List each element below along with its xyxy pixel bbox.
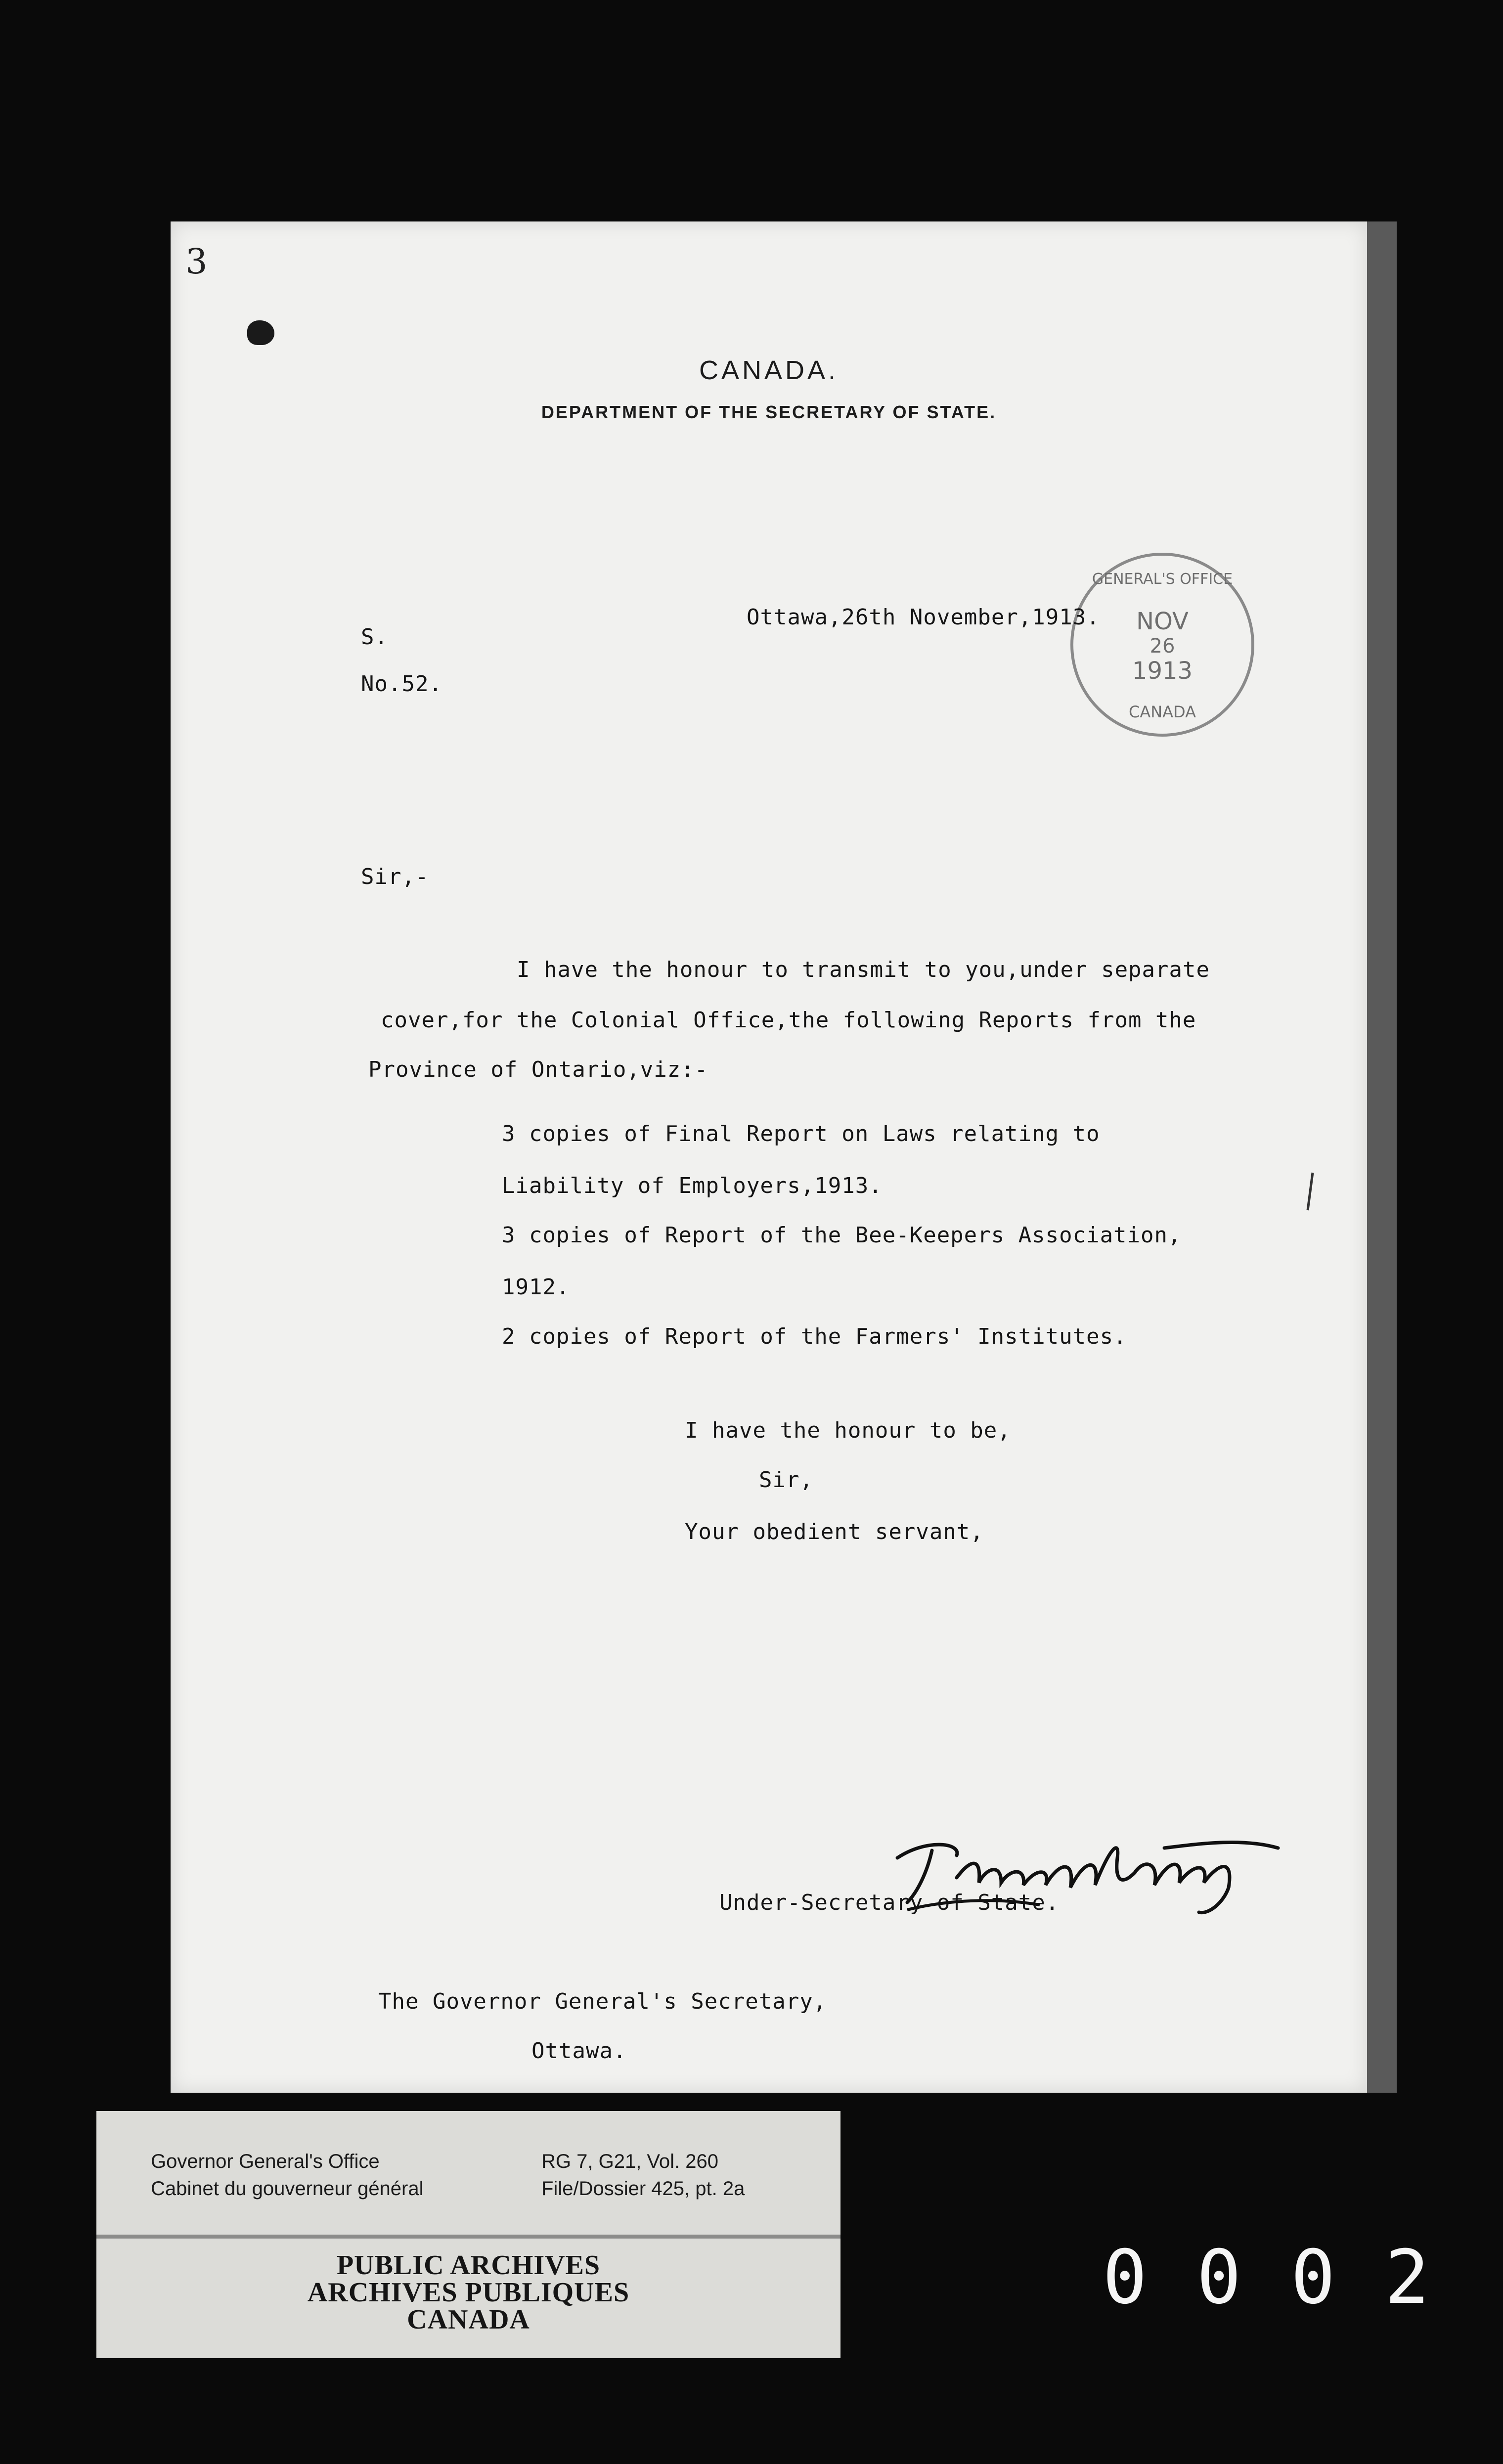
- addressee-line: The Governor General's Secretary,: [378, 1989, 827, 2014]
- stamp-ring-top: GENERAL'S OFFICE: [1092, 571, 1233, 588]
- reference-s: S.: [361, 624, 388, 650]
- body-line: I have the honour to transmit to you,under separate: [517, 957, 1210, 982]
- frame-number: 0002: [1103, 2235, 1479, 2321]
- enclosure-item: Liability of Employers,1913.: [502, 1173, 883, 1198]
- archive-name-fr: ARCHIVES PUBLIQUES: [307, 2277, 630, 2308]
- enclosure-item: 2 copies of Report of the Farmers' Institutes.: [502, 1324, 1127, 1349]
- stamp-ring-bottom: CANADA: [1128, 703, 1196, 721]
- closing-line: Your obedient servant,: [685, 1519, 984, 1544]
- corner-mark: 3: [185, 241, 208, 282]
- punch-hole-mark: [247, 320, 274, 345]
- archive-office-fr: Cabinet du gouverneur général: [151, 2178, 424, 2200]
- signature-flourish: [907, 1895, 1041, 1915]
- place-date: Ottawa,26th November,1913.: [747, 605, 1100, 630]
- archive-reference: RG 7, G21, Vol. 260: [541, 2151, 718, 2172]
- paper-edge-shadow: [1367, 221, 1397, 2093]
- stamp-year: 1913: [1132, 657, 1193, 685]
- letterhead-department: DEPARTMENT OF THE SECRETARY OF STATE.: [541, 402, 997, 422]
- enclosure-item: 3 copies of Final Report on Laws relating to: [502, 1121, 1100, 1146]
- received-stamp: [1070, 553, 1254, 737]
- archive-divider: [96, 2235, 840, 2239]
- body-line: Province of Ontario,viz:-: [368, 1057, 708, 1082]
- reference-number: No.52.: [361, 671, 442, 697]
- closing-line: I have the honour to be,: [685, 1418, 1011, 1443]
- signature-title: Under-Secretary of State.: [719, 1890, 1060, 1915]
- enclosure-item: 3 copies of Report of the Bee-Keepers Association,: [502, 1223, 1182, 1248]
- salutation: Sir,-: [361, 864, 429, 889]
- letter-page: [171, 221, 1367, 2093]
- letterhead-country: CANADA.: [699, 355, 839, 385]
- archive-name-en: PUBLIC ARCHIVES: [336, 2250, 601, 2281]
- body-line: cover,for the Colonial Office,the following Reports from the: [381, 1008, 1196, 1033]
- closing-line: Sir,: [759, 1467, 813, 1493]
- margin-tick-mark: [1305, 1172, 1315, 1211]
- stamp-day: 26: [1149, 635, 1175, 658]
- enclosure-item: 1912.: [502, 1275, 570, 1300]
- archive-office-en: Governor General's Office: [151, 2151, 380, 2172]
- archive-label: [96, 2111, 840, 2358]
- addressee-line: Ottawa.: [531, 2038, 627, 2064]
- stamp-month: NOV: [1136, 608, 1189, 635]
- archive-country: CANADA: [407, 2304, 530, 2335]
- archive-file: File/Dossier 425, pt. 2a: [541, 2178, 745, 2200]
